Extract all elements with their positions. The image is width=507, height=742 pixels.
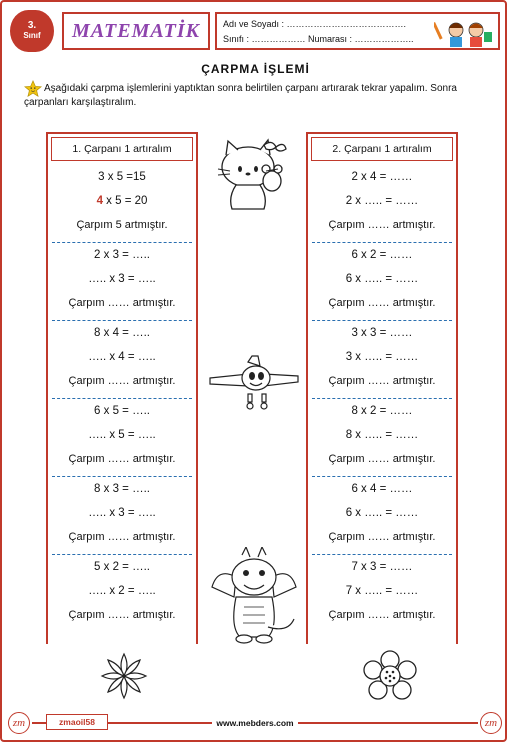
product-change[interactable]: Çarpım …… artmıştır. <box>68 453 176 465</box>
equation-original: 2 x 3 = ….. <box>94 249 150 261</box>
dragon-illustration <box>208 547 300 645</box>
worksheet-code: zmaoil58 <box>46 714 108 730</box>
footer <box>6 712 504 736</box>
zm-logo-right: zm <box>480 712 502 734</box>
product-change[interactable]: Çarpım …… artmıştır. <box>68 375 176 387</box>
right-block <box>312 477 452 555</box>
right-block <box>312 165 452 243</box>
right-block <box>312 555 452 633</box>
equation-increased[interactable]: 3 x ….. = …… <box>345 351 419 363</box>
equation-increased[interactable]: ….. x 5 = ….. <box>88 429 156 441</box>
star-icon <box>24 80 42 98</box>
right-column-heading: 2. Çarpanı 1 artıralım <box>311 137 453 161</box>
product-change[interactable]: Çarpım …… artmıştır. <box>68 531 176 543</box>
equation-original[interactable]: 3 x 3 = …… <box>351 327 413 339</box>
equation-original: 8 x 3 = ….. <box>94 483 150 495</box>
grade-label: Sınıf <box>23 31 41 40</box>
instruction <box>24 82 494 110</box>
left-block <box>52 165 192 243</box>
header <box>10 10 500 52</box>
right-block <box>312 321 452 399</box>
class-number-field[interactable]: Sınıfı : ……………… Numarası : ……………….. <box>223 34 414 44</box>
product-change[interactable]: Çarpım …… artmıştır. <box>68 609 176 621</box>
product-change[interactable]: Çarpım …… artmıştır. <box>328 375 436 387</box>
equation-original: 6 x 5 = ….. <box>94 405 150 417</box>
product-change[interactable]: Çarpım …… artmıştır. <box>68 297 176 309</box>
page-title: ÇARPMA İŞLEMİ <box>201 62 310 76</box>
product-change[interactable]: Çarpım …… artmıştır. <box>328 219 436 231</box>
left-column <box>46 132 198 644</box>
equation-increased[interactable]: ….. x 3 = ….. <box>88 273 156 285</box>
left-block <box>52 243 192 321</box>
left-block <box>52 321 192 399</box>
equation-original[interactable]: 6 x 4 = …… <box>351 483 413 495</box>
increased-factor: 4 <box>96 195 103 207</box>
left-block <box>52 477 192 555</box>
website-footer <box>6 718 504 728</box>
airplane-illustration <box>208 354 300 414</box>
equation-rest: x 5 = 20 <box>102 195 148 207</box>
equation-original: 3 x 5 =15 <box>98 171 146 183</box>
product-change: Çarpım 5 artmıştır. <box>76 219 168 231</box>
student-info-box <box>215 12 500 50</box>
left-block <box>52 555 192 633</box>
equation-original[interactable]: 2 x 4 = …… <box>351 171 413 183</box>
kitty-illustration <box>214 137 290 217</box>
equation-increased[interactable]: ….. x 2 = ….. <box>88 585 156 597</box>
grade-badge <box>10 10 54 52</box>
left-column-heading: 1. Çarpanı 1 artıralım <box>51 137 193 161</box>
equation-increased <box>52 195 192 207</box>
right-block <box>312 399 452 477</box>
equation-original: 8 x 4 = ….. <box>94 327 150 339</box>
equation-increased[interactable]: 6 x ….. = …… <box>345 507 419 519</box>
equation-original: 5 x 2 = ….. <box>94 561 150 573</box>
instruction-text: Aşağıdaki çarpma işlemlerini yaptıktan sonra belirtilen çarpanı artırarak tekrar yapalım. Sonra çarpanları karşılaştıralım. <box>24 83 457 108</box>
product-change[interactable]: Çarpım …… artmıştır. <box>328 453 436 465</box>
equation-original[interactable]: 6 x 2 = …… <box>351 249 413 261</box>
equation-increased[interactable]: 2 x ….. = …… <box>345 195 419 207</box>
left-block <box>52 399 192 477</box>
zm-logo-left: zm <box>8 712 30 734</box>
flower-left-icon <box>98 650 150 702</box>
product-change[interactable]: Çarpım …… artmıştır. <box>328 297 436 309</box>
website-link[interactable]: www.mebders.com <box>212 718 297 728</box>
equation-increased[interactable]: 7 x ….. = …… <box>345 585 419 597</box>
name-field[interactable]: Adı ve Soyadı : …………………………………. <box>223 19 407 29</box>
equation-increased[interactable]: ….. x 4 = ….. <box>88 351 156 363</box>
grade-number: 3. <box>27 20 37 31</box>
equation-increased[interactable]: 6 x ….. = …… <box>345 273 419 285</box>
equation-increased[interactable]: ….. x 3 = ….. <box>88 507 156 519</box>
product-change[interactable]: Çarpım …… artmıştır. <box>328 531 436 543</box>
equation-original[interactable]: 8 x 2 = …… <box>351 405 413 417</box>
equation-increased[interactable]: 8 x ….. = …… <box>345 429 419 441</box>
flower-right-icon <box>362 650 418 702</box>
children-icon <box>434 18 494 48</box>
product-change[interactable]: Çarpım …… artmıştır. <box>328 609 436 621</box>
right-block <box>312 243 452 321</box>
subject-title: MATEMATİK <box>62 12 210 50</box>
equation-original[interactable]: 7 x 3 = …… <box>351 561 413 573</box>
right-column <box>306 132 458 644</box>
